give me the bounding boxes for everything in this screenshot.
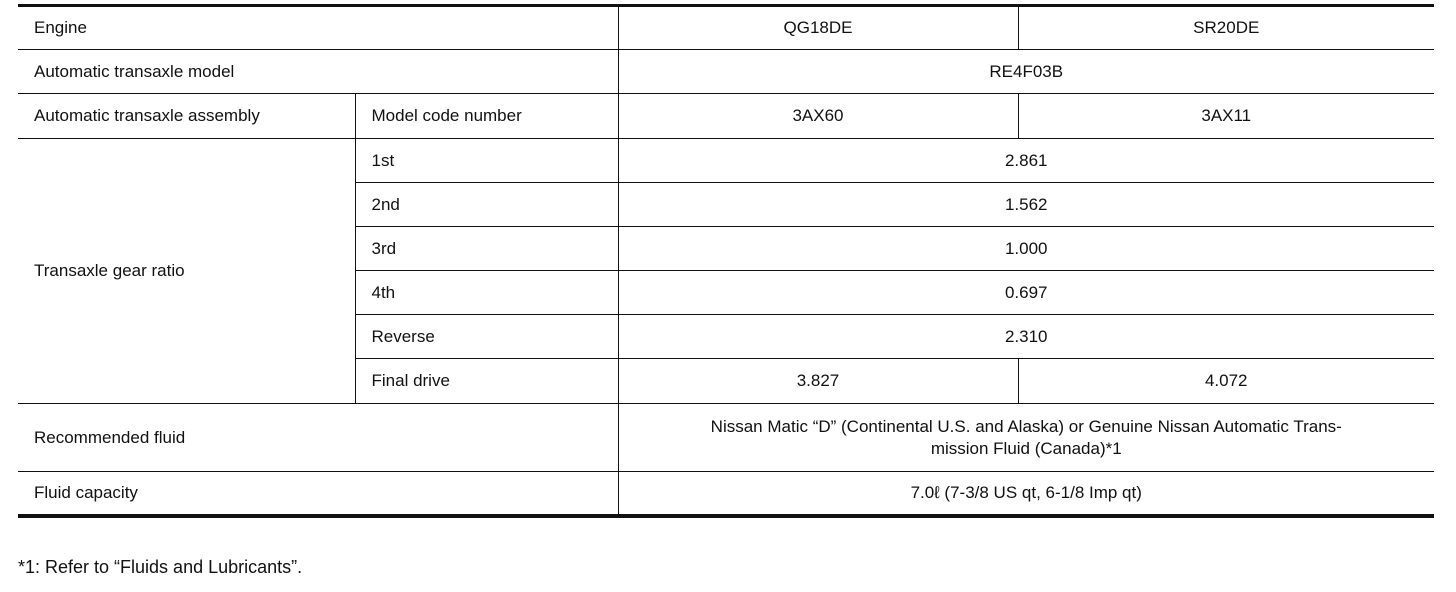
gear-1st-label: 1st (355, 139, 618, 183)
final-drive-sr20de: 4.072 (1018, 359, 1434, 404)
assembly-label: Automatic transaxle assembly (18, 94, 355, 139)
gear-4th-value: 0.697 (618, 271, 1434, 315)
fluid-label: Recommended fluid (18, 404, 618, 472)
model-label: Automatic transaxle model (18, 50, 618, 94)
gear-ratio-label: Transaxle gear ratio (18, 139, 355, 404)
model-code-label: Model code number (355, 94, 618, 139)
engine-sr20de: SR20DE (1018, 6, 1434, 50)
gear-row-1st (18, 139, 1434, 183)
engine-qg18de: QG18DE (618, 6, 1018, 50)
final-drive-qg18de: 3.827 (618, 359, 1018, 404)
gear-3rd-value: 1.000 (618, 227, 1434, 271)
final-drive-label: Final drive (355, 359, 618, 404)
assembly-row (18, 94, 1434, 139)
gear-4th-label: 4th (355, 271, 618, 315)
engine-row (18, 6, 1434, 50)
capacity-value: 7.0ℓ (7-3/8 US qt, 6-1/8 Imp qt) (618, 472, 1434, 516)
gear-3rd-label: 3rd (355, 227, 618, 271)
model-code-sr20de: 3AX11 (1018, 94, 1434, 139)
gear-reverse-value: 2.310 (618, 315, 1434, 359)
gear-1st-value: 2.861 (618, 139, 1434, 183)
gear-2nd-label: 2nd (355, 183, 618, 227)
fluid-value-line2: mission Fluid (Canada)*1 (930, 438, 1122, 458)
footnote: *1: Refer to “Fluids and Lubricants”. (18, 557, 303, 577)
capacity-label: Fluid capacity (18, 472, 618, 516)
engine-label: Engine (18, 6, 618, 50)
gear-reverse-label: Reverse (355, 315, 618, 359)
capacity-row (18, 472, 1434, 516)
fluid-value-line1: Nissan Matic “D” (Continental U.S. and Alaska) or Genuine Nissan Automatic Trans- (710, 416, 1342, 436)
fluid-row (18, 404, 1434, 472)
model-row (18, 50, 1434, 94)
specification-table (18, 4, 1434, 518)
fluid-value (618, 404, 1434, 472)
model-code-qg18de: 3AX60 (618, 94, 1018, 139)
model-value: RE4F03B (618, 50, 1434, 94)
gear-2nd-value: 1.562 (618, 183, 1434, 227)
